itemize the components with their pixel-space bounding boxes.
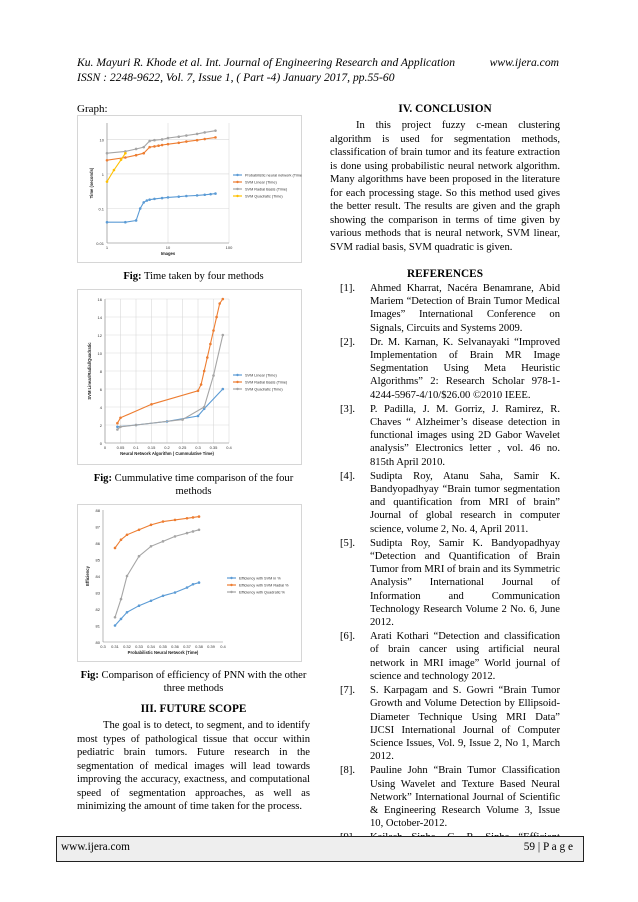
references-heading: REFERENCES	[407, 268, 483, 280]
x-tick-label: 0.33	[135, 644, 143, 649]
data-point	[196, 139, 199, 142]
y-tick-label: 80	[95, 640, 100, 645]
x-tick-label: 0.34	[147, 644, 155, 649]
data-point	[209, 343, 212, 346]
x-tick-label: 0.15	[147, 445, 156, 450]
y-tick-label: 1	[101, 171, 104, 177]
chart-cumulative-time	[77, 289, 310, 470]
legend-marker	[230, 584, 232, 586]
data-point	[174, 519, 177, 522]
x-tick-label: 0.25	[178, 445, 187, 450]
footer-url-link[interactable]: www.ijera.com	[61, 841, 130, 853]
page-number: 59 | P a g e	[523, 841, 573, 853]
data-point	[139, 207, 142, 210]
data-point	[167, 137, 170, 140]
y-tick-label: 84	[95, 574, 100, 579]
data-point	[148, 146, 151, 149]
data-point	[150, 403, 153, 406]
data-point	[203, 193, 206, 196]
y-axis-label: Time (seconds)	[89, 167, 94, 199]
reference-number: [5].	[340, 537, 356, 549]
legend-label: SVM Linear (Time)	[245, 373, 277, 378]
y-tick-label: 81	[95, 623, 100, 629]
y-tick-label: 10	[99, 137, 104, 143]
data-point	[222, 298, 225, 301]
data-point	[162, 540, 165, 543]
x-tick-label: 0.31	[111, 644, 119, 649]
y-tick-label: 8	[99, 369, 102, 374]
right-column	[330, 103, 560, 859]
data-point	[222, 388, 225, 391]
legend-marker	[236, 388, 238, 390]
data-point	[200, 383, 203, 386]
reference-number: [4].	[340, 470, 356, 482]
y-tick-label: 4	[99, 405, 102, 410]
reference-text: Dr. M. Karnan, K. Selvanayaki “Improved Implementation of Brain MR Image Segmentation Using Meta Heuristic Algorithms” 2: Research Scholar 978-1-4244-5967-4/10/$26.00 ©2010 IEEE.	[370, 336, 560, 401]
reference-item	[330, 537, 560, 629]
data-point	[215, 316, 218, 319]
legend-marker	[236, 174, 238, 176]
data-point	[126, 575, 129, 578]
y-tick-label: 86	[95, 541, 100, 546]
future-scope-heading: III. FUTURE SCOPE	[140, 703, 247, 715]
data-point	[120, 158, 123, 161]
reference-item	[330, 282, 560, 335]
fig1-caption	[77, 270, 310, 283]
data-point	[218, 302, 221, 305]
y-tick-label: 82	[95, 607, 100, 612]
legend-marker	[230, 591, 232, 593]
x-tick-label: 0.05	[116, 445, 125, 450]
x-tick-label: 0.32	[123, 644, 131, 649]
data-point	[146, 199, 149, 202]
data-point	[138, 604, 141, 607]
reference-item	[330, 764, 560, 830]
x-tick-label: 10	[165, 245, 171, 250]
data-point	[192, 530, 195, 533]
data-point	[116, 426, 119, 429]
data-point	[148, 198, 151, 201]
x-tick-label: 0.4	[220, 644, 226, 649]
chart-efficiency	[77, 504, 310, 667]
legend-label: SVM Radial Basis (Time)	[245, 187, 288, 192]
data-point	[161, 144, 164, 147]
data-point	[198, 515, 201, 518]
data-point	[116, 422, 119, 425]
x-tick-label: 0.36	[171, 644, 179, 649]
data-point	[214, 129, 217, 132]
data-point	[138, 529, 141, 532]
fig1-caption-label: Fig:	[123, 271, 142, 282]
data-point	[119, 426, 122, 429]
data-point	[186, 586, 189, 589]
data-point	[153, 198, 156, 201]
legend-marker	[236, 188, 238, 190]
references-list	[330, 282, 560, 858]
data-point	[198, 529, 201, 532]
data-point	[192, 583, 195, 586]
reference-number: [8].	[340, 765, 356, 777]
y-tick-label: 85	[95, 557, 100, 563]
data-point	[135, 148, 138, 151]
legend-marker	[236, 381, 238, 383]
legend-label: Probabilistic neural network (Time)	[245, 173, 302, 178]
data-point	[106, 180, 109, 183]
fig1-caption-text: Time taken by four methods	[141, 271, 264, 282]
chart-time-taken-svg	[77, 115, 302, 263]
data-point	[185, 195, 188, 198]
data-point	[124, 156, 127, 159]
data-point	[209, 193, 212, 196]
x-tick-label: 0.3	[195, 445, 201, 450]
reference-number: [2].	[340, 336, 356, 348]
data-point	[148, 140, 151, 143]
data-point	[161, 138, 164, 141]
data-point	[135, 424, 138, 427]
data-point	[135, 154, 138, 157]
data-point	[113, 169, 116, 172]
fig2-caption-label: Fig:	[93, 473, 112, 484]
data-point	[186, 517, 189, 520]
data-point	[214, 192, 217, 195]
data-point	[150, 545, 153, 548]
y-tick-label: 6	[99, 387, 102, 392]
issn-line: ISSN : 2248-9622, Vol. 7, Issue 1, ( Part -4) January 2017, pp.55-60	[77, 71, 395, 84]
x-tick-label: 0.3	[100, 644, 106, 649]
y-tick-label: 0.01	[96, 241, 104, 246]
data-point	[120, 538, 123, 541]
page-header	[77, 55, 559, 85]
x-tick-label: 0.4	[226, 445, 232, 450]
x-tick-label: 0.35	[209, 445, 218, 450]
reference-text: Ahmed Kharrat, Nacéra Benamrane, Abid Mariem “Detection of Brain Tumor Medical Images” International Conference on Signals, Circuits and Systems 2009.	[370, 283, 560, 334]
x-tick-label: 0.1	[133, 445, 139, 450]
y-tick-label: 0.1	[98, 206, 104, 212]
data-point	[106, 159, 109, 162]
data-point	[150, 599, 153, 602]
legend-label: SVM Quadratic (Time)	[245, 194, 283, 199]
data-point	[126, 611, 129, 614]
reference-text: Sudipta Roy, Atanu Saha, Samir K. Bandyopadhyay “Brain tumor segmentation and quantification from MRI of brain” Journal of global research in computer science, volume 2, No. 4, April 2011.	[370, 470, 560, 535]
data-point	[162, 520, 165, 523]
data-point	[212, 329, 215, 332]
data-point	[177, 195, 180, 198]
page-footer	[56, 836, 584, 862]
data-point	[138, 555, 141, 558]
data-point	[214, 136, 217, 139]
data-point	[153, 139, 156, 142]
header-url-link[interactable]: www.ijera.com	[489, 56, 559, 69]
data-point	[203, 131, 206, 134]
data-point	[174, 591, 177, 594]
data-point	[212, 374, 215, 377]
data-point	[167, 196, 170, 199]
y-tick-label: 10	[97, 351, 102, 356]
y-tick-label: 12	[97, 333, 102, 338]
y-tick-label: 87	[95, 524, 100, 530]
y-tick-label: 16	[97, 297, 102, 302]
reference-item	[330, 403, 560, 469]
data-point	[120, 598, 123, 601]
fig2-caption-text: Cummulative time comparison of the four methods	[112, 473, 294, 497]
data-point	[114, 616, 117, 619]
legend-label: SVM Linear (Time)	[245, 180, 277, 185]
data-point	[142, 201, 145, 204]
legend-label: Efficiency with SVM in %	[239, 576, 281, 581]
data-point	[124, 221, 127, 224]
reference-text: S. Karpagam and S. Gowri “Brain Tumor Growth and Volume Detection by Ellipsoid-Diameter Technique Using MRI Data” IJCSI International Journal of Computer Science Issues, Vol. 9, Issue 2, No 1, March 2012.	[370, 685, 560, 763]
y-tick-label: 0	[99, 441, 102, 446]
data-point	[203, 406, 206, 409]
y-axis-label: SVM Linear/Radial/Quadratic	[87, 342, 92, 400]
data-point	[177, 135, 180, 138]
data-point	[124, 152, 127, 155]
data-point	[186, 532, 189, 535]
legend-label: SVM Quadratic (Time)	[245, 387, 283, 392]
fig2-caption	[77, 472, 310, 498]
fig3-caption-label: Fig:	[80, 670, 99, 681]
data-point	[162, 595, 165, 598]
reference-number: [3].	[340, 403, 356, 415]
legend-marker	[230, 577, 232, 579]
x-axis-label: Neural Network Algorithm ( Cummulative Time)	[120, 451, 214, 456]
data-point	[181, 418, 184, 421]
reference-item	[330, 470, 560, 536]
data-point	[157, 144, 160, 147]
legend-marker	[236, 181, 238, 183]
data-point	[196, 133, 199, 136]
data-point	[114, 547, 117, 550]
legend-marker	[236, 195, 238, 197]
y-tick-label: 14	[97, 315, 102, 320]
future-scope-text: The goal is to detect, to segment, and to identify most types of pathological tissue that occur within pediatric brain tumors. Future research in the segmentation of medical images will lead towards improving the accuracy, exactness, and computational speed of segmentation approaches, as well as minimizing the amount of time taken for the process.	[77, 720, 310, 812]
data-point	[106, 152, 109, 155]
reference-item	[330, 336, 560, 402]
graph-label: Graph:	[77, 103, 108, 115]
chart-cumulative-time-svg	[77, 289, 302, 465]
legend-label: SVM Radial Basis (Time)	[245, 380, 288, 385]
y-tick-label: 83	[95, 590, 100, 596]
data-point	[120, 618, 123, 621]
data-point	[142, 146, 145, 149]
x-tick-label: 100	[225, 245, 233, 250]
x-tick-label: 0.37	[183, 644, 191, 649]
data-point	[167, 143, 170, 146]
data-point	[196, 194, 199, 197]
x-axis-label: Images	[160, 251, 176, 256]
conclusion-text: In this project fuzzy c-mean clustering algorithm is used for segmentation methods, classification of brain tumor and its feature extraction is done using probabilistic neural network algorithm. Many algorithms have been proposed in the literature for each processing stage. So this method used gives the better result. The results are given and the graph showing the comparison in terms of time given by various methods that is neural network, SVM linear, SVM radial basis, SVM quadratic is given.	[330, 120, 560, 253]
conclusion-heading: IV. CONCLUSION	[398, 103, 492, 115]
y-axis-label: Efficiency	[85, 566, 90, 586]
data-point	[174, 535, 177, 538]
data-point	[203, 370, 206, 373]
data-point	[161, 197, 164, 200]
legend-marker	[236, 374, 238, 376]
data-point	[206, 356, 209, 359]
reference-text: Pauline John “Brain Tumor Classification Using Wavelet and Texture Based Neural Network” International Journal of Scientific & Engineering Research Volume 3, Issue 10, October-2012.	[370, 765, 560, 830]
x-tick-label: 0.38	[195, 644, 203, 649]
y-tick-label: 2	[99, 423, 102, 428]
data-point	[197, 415, 200, 418]
reference-text: P. Padilla, J. M. Gorriz, J. Ramirez, R. Chaves “ Alzheimer’s disease detection in functional images using 2D Gabor Wavelet analysis” Electronics letter , vol. 46 no. 815th April 2010.	[370, 403, 560, 468]
legend-label: Efficiency with SVM Radial %	[239, 583, 289, 588]
data-point	[197, 390, 200, 393]
data-point	[150, 524, 153, 527]
fig3-caption	[77, 669, 310, 695]
reference-item	[330, 630, 560, 683]
chart-efficiency-svg	[77, 504, 302, 662]
x-tick-label: 0	[103, 445, 107, 450]
data-point	[203, 138, 206, 141]
data-point	[192, 516, 195, 519]
legend-label: Efficiency with Quadratic %	[239, 590, 285, 595]
data-point	[119, 417, 122, 420]
data-point	[135, 219, 138, 222]
x-tick-label: 1	[105, 245, 109, 250]
data-point	[106, 221, 109, 224]
x-tick-label: 0.2	[164, 445, 170, 450]
data-point	[126, 533, 129, 536]
data-point	[222, 334, 225, 337]
x-axis-label: Probabilistic Neural Network (Time)	[127, 650, 199, 655]
reference-text: Sudipta Roy, Samir K. Bandyopadhyay “Detection and Quantification of Brain Tumor from MRI of brain and its Symmetric Analysis” International Journal of Information and Communication Technology Research Volume 2 No. 6, June 2012.	[370, 537, 560, 629]
data-point	[114, 624, 117, 627]
data-point	[185, 134, 188, 137]
chart-time-taken	[77, 115, 310, 268]
data-point	[142, 152, 145, 155]
x-tick-label: 0.35	[159, 644, 167, 649]
data-point	[185, 140, 188, 143]
data-point	[153, 145, 156, 148]
reference-text: Arati Kothari “Detection and classification of brain cancer using artificial neural network in MRI image” World journal of science and technology 2012.	[370, 631, 560, 682]
x-tick-label: 0.39	[207, 644, 215, 649]
fig3-caption-text: Comparison of efficiency of PNN with the other three methods	[98, 670, 307, 694]
y-tick-label: 88	[95, 508, 100, 513]
reference-number: [1].	[340, 283, 356, 294]
reference-number: [6].	[340, 631, 356, 643]
reference-number: [7].	[340, 685, 356, 697]
data-point	[177, 142, 180, 145]
left-column	[77, 103, 310, 814]
reference-item	[330, 684, 560, 763]
journal-citation: Ku. Mayuri R. Khode et al. Int. Journal of Engineering Research and Application	[77, 56, 456, 69]
data-point	[198, 581, 201, 584]
data-point	[116, 428, 119, 431]
